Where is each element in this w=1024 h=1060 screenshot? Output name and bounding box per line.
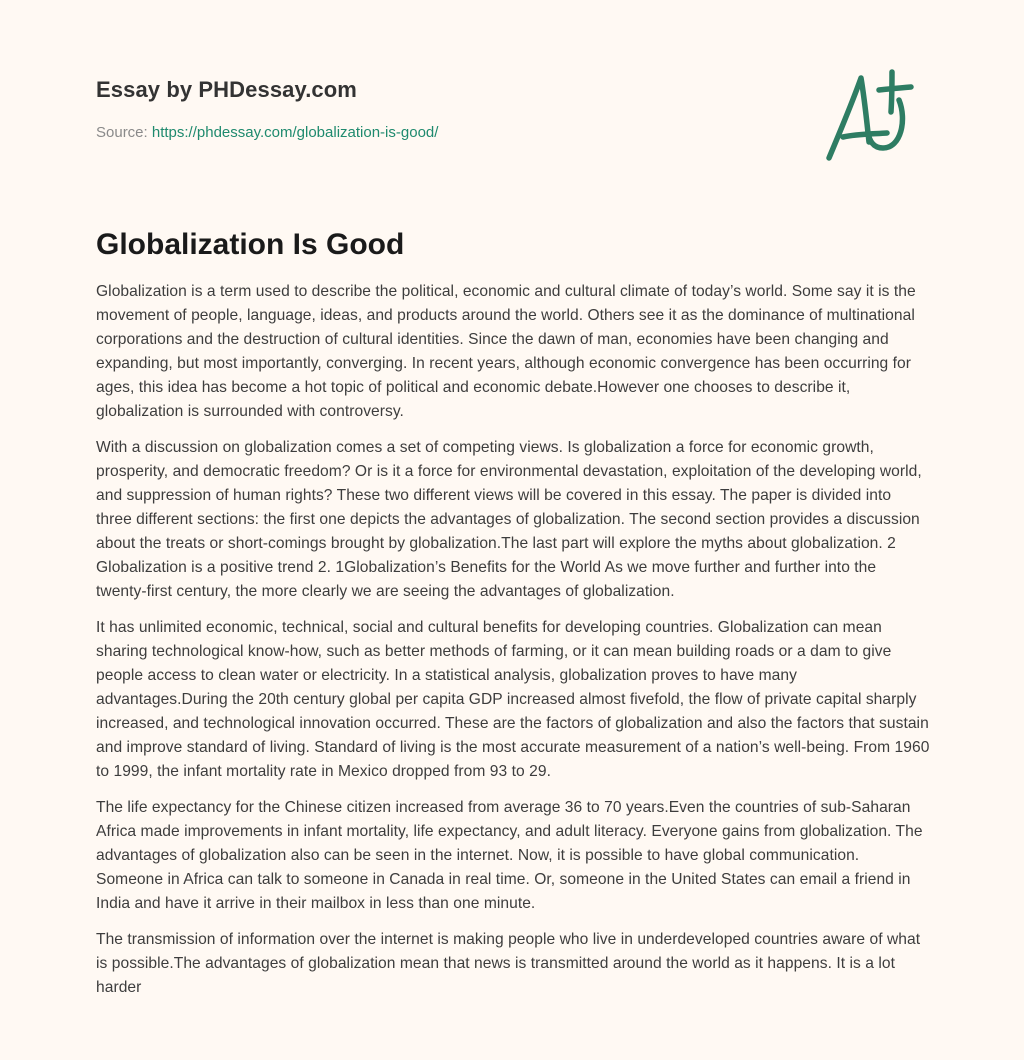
essay-paragraph: It has unlimited economic, technical, social and cultural benefits for developing countries. Globalization can mean sharing technological know-how, such as better methods of farming, or it can mean building roads or a dam to give people access to clean water or electricity. In a statistical analysis, globalization proves to have many advantages.During the 20th century global per capita GDP increased almost fivefold, the flow of private capital sharply increased, and technological innovation occurred. These are the factors of globalization and also the factors that sustain and improve standard of living. Standard of living is the most accurate measurement of a nation’s well-being. From 1960 to 1999, the infant mortality rate in Mexico dropped from 93 to 29. bbox=[96, 619, 930, 780]
essay-paragraph: Globalization is a term used to describe the political, economic and cultural climate of today’s world. Some say it is the movement of people, language, ideas, and products around the world. Others see it as the dominance of multinational corporations and the destruction of cultural identities. Since the dawn of man, economies have been changing and expanding, but most importantly, converging. In recent years, although economic convergence has been occurring for ages, this idea has become a hot topic of political and economic debate.However one chooses to describe it, globalization is surrounded with controversy. bbox=[96, 283, 916, 420]
source-link[interactable]: https://phdessay.com/globalization-is-good/ bbox=[151, 124, 439, 141]
site-title: Essay by PHDessay.com bbox=[96, 77, 357, 102]
source-label: Source: bbox=[96, 124, 152, 141]
source-line bbox=[96, 123, 438, 143]
essay-main bbox=[96, 226, 930, 1012]
essay-paragraph: With a discussion on globalization comes a set of competing views. Is globalization a force for economic growth, prosperity, and democratic freedom? Or is it a force for environmental devastation, exploitation of the developing world, and suppression of human rights? These two different views will be covered in this essay. The paper is divided into three different sections: the first one depicts the advantages of globalization. The second section provides a discussion about the treats or short-comings brought by globalization.The last part will explore the myths about globalization. 2 Globalization is a positive trend 2. 1Globalization’s Benefits for the World As we move further and further into the twenty-first century, the more clearly we are seeing the advantages of globalization. bbox=[96, 439, 922, 600]
page-header bbox=[96, 0, 928, 200]
essay-paragraph: The transmission of information over the internet is making people who live in underdeveloped countries aware of what is possible.The advantages of globalization mean that news is transmitted around the world as it happens. It is a lot harder bbox=[96, 931, 921, 996]
essay-title: Globalization Is Good bbox=[96, 228, 405, 261]
a-plus-grade-icon bbox=[825, 62, 935, 172]
essay-paragraph: The life expectancy for the Chinese citizen increased from average 36 to 70 years.Even the countries of sub-Saharan Africa made improvements in infant mortality, life expectancy, and adult literacy. Everyone gains from globalization. The advantages of globalization also can be seen in the internet. Now, it is possible to have global communication. Someone in Africa can talk to someone in Canada in real time. Or, someone in the United States can email a friend in India and have it arrive in their mailbox in less than one minute. bbox=[96, 799, 923, 912]
essay-body bbox=[96, 280, 930, 1000]
